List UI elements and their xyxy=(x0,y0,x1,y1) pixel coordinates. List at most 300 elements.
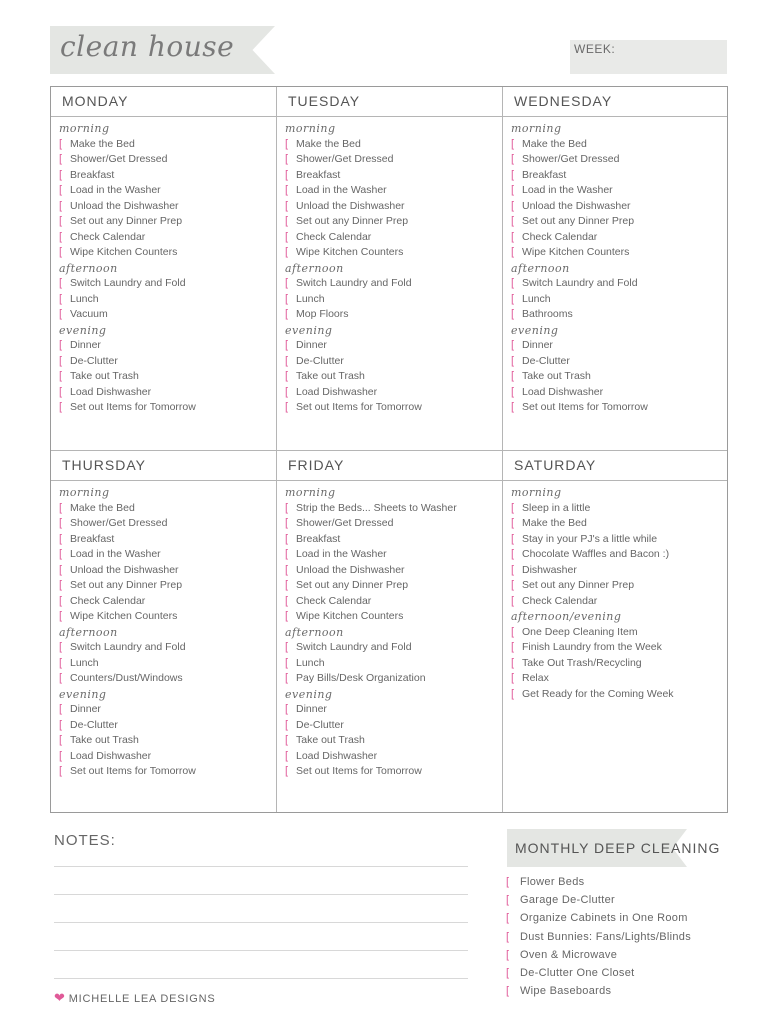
checkbox-bracket-icon[interactable]: [ xyxy=(59,308,63,320)
section-label: morning xyxy=(59,486,110,499)
checkbox-bracket-icon[interactable]: [ xyxy=(59,548,63,560)
checkbox-bracket-icon[interactable]: [ xyxy=(285,354,289,367)
task-item[interactable] xyxy=(59,516,272,532)
monthly-task-item[interactable] xyxy=(506,982,691,1000)
task-item[interactable] xyxy=(59,183,272,199)
checkbox-bracket-icon[interactable]: [ xyxy=(285,401,289,413)
checkbox-bracket-icon[interactable]: [ xyxy=(511,292,515,305)
checkbox-bracket-icon[interactable]: [ xyxy=(59,137,63,150)
task-label: Wipe Kitchen Counters xyxy=(522,246,630,258)
task-label: Lunch xyxy=(70,292,99,305)
checkbox-bracket-icon[interactable]: [ xyxy=(285,184,289,196)
task-item[interactable] xyxy=(285,230,498,246)
task-item[interactable] xyxy=(285,609,498,625)
task-item[interactable] xyxy=(59,578,272,594)
checkbox-bracket-icon[interactable]: [ xyxy=(285,153,289,165)
checkbox-bracket-icon[interactable]: [ xyxy=(285,292,289,305)
task-item[interactable] xyxy=(59,168,272,184)
task-item[interactable] xyxy=(59,609,272,625)
task-item[interactable] xyxy=(511,687,723,703)
checkbox-bracket-icon[interactable]: [ xyxy=(511,308,515,320)
task-item[interactable] xyxy=(285,183,498,199)
checkbox-bracket-icon[interactable]: [ xyxy=(511,672,515,684)
checkbox-bracket-icon[interactable]: [ xyxy=(285,370,289,382)
task-item[interactable] xyxy=(511,292,723,308)
task-label: De-Clutter xyxy=(522,354,570,367)
checkbox-bracket-icon[interactable]: [ xyxy=(59,672,63,684)
checkbox-bracket-icon[interactable]: [ xyxy=(59,354,63,367)
day-cell-saturday xyxy=(503,451,727,812)
task-item[interactable] xyxy=(285,656,498,672)
task-label: Check Calendar xyxy=(522,594,598,607)
checkbox-bracket-icon[interactable]: [ xyxy=(59,339,63,351)
checkbox-bracket-icon[interactable]: [ xyxy=(285,517,289,529)
task-item[interactable] xyxy=(285,199,498,215)
task-item[interactable] xyxy=(59,400,272,416)
checkbox-bracket-icon[interactable]: [ xyxy=(511,153,515,165)
task-item[interactable] xyxy=(285,733,498,749)
task-item[interactable] xyxy=(285,400,498,416)
checkbox-bracket-icon[interactable]: [ xyxy=(59,734,63,746)
day-heading: WEDNESDAY xyxy=(503,87,727,117)
task-label: Load in the Washer xyxy=(70,548,161,560)
task-label: Unload the Dishwasher xyxy=(70,563,179,576)
checkbox-bracket-icon[interactable]: [ xyxy=(285,548,289,560)
task-item[interactable] xyxy=(285,245,498,261)
task-label: Wipe Kitchen Counters xyxy=(296,610,404,622)
task-item[interactable] xyxy=(59,307,272,323)
task-item[interactable] xyxy=(511,137,723,153)
task-item[interactable] xyxy=(511,671,723,687)
checkbox-bracket-icon[interactable]: [ xyxy=(285,501,289,514)
checkbox-bracket-icon[interactable]: [ xyxy=(59,292,63,305)
task-label: Set out Items for Tomorrow xyxy=(296,765,422,777)
task-label: Shower/Get Dressed xyxy=(70,153,168,165)
task-item[interactable] xyxy=(285,578,498,594)
checkbox-bracket-icon[interactable]: [ xyxy=(511,401,515,413)
task-label: Unload the Dishwasher xyxy=(522,199,631,212)
checkbox-bracket-icon[interactable]: [ xyxy=(285,765,289,777)
task-item[interactable] xyxy=(511,516,723,532)
task-item[interactable] xyxy=(511,338,723,354)
checkbox-bracket-icon[interactable]: [ xyxy=(511,641,515,653)
day-task-list xyxy=(59,485,272,780)
day-cell-friday xyxy=(277,451,503,812)
checkbox-bracket-icon[interactable]: [ xyxy=(511,594,515,607)
task-label: Dinner xyxy=(296,703,327,715)
checkbox-bracket-icon[interactable]: [ xyxy=(511,385,515,398)
task-item[interactable] xyxy=(59,764,272,780)
task-label: One Deep Cleaning Item xyxy=(522,625,638,638)
checkbox-bracket-icon[interactable]: [ xyxy=(285,246,289,258)
task-item[interactable] xyxy=(59,292,272,308)
checkbox-bracket-icon[interactable]: [ xyxy=(59,230,63,243)
checkbox-bracket-icon[interactable]: [ xyxy=(285,579,289,591)
task-item[interactable] xyxy=(511,547,723,563)
task-item[interactable] xyxy=(511,640,723,656)
task-item[interactable] xyxy=(285,276,498,292)
task-label: Load Dishwasher xyxy=(522,385,604,398)
day-task-list xyxy=(59,121,272,416)
task-item[interactable] xyxy=(285,718,498,734)
checkbox-bracket-icon[interactable]: [ xyxy=(59,532,63,545)
notes-line[interactable] xyxy=(54,978,468,979)
checkbox-bracket-icon[interactable]: [ xyxy=(59,718,63,731)
task-item[interactable] xyxy=(511,656,723,672)
task-item[interactable] xyxy=(59,733,272,749)
task-item[interactable] xyxy=(59,718,272,734)
checkbox-bracket-icon[interactable]: [ xyxy=(285,656,289,669)
notes-label: NOTES: xyxy=(54,832,116,849)
task-item[interactable] xyxy=(59,245,272,261)
task-item[interactable] xyxy=(511,385,723,401)
task-item[interactable] xyxy=(59,354,272,370)
checkbox-bracket-icon[interactable]: [ xyxy=(59,168,63,181)
task-item[interactable] xyxy=(59,594,272,610)
checkbox-bracket-icon[interactable]: [ xyxy=(59,199,63,212)
checkbox-bracket-icon[interactable]: [ xyxy=(59,401,63,413)
checkbox-bracket-icon[interactable]: [ xyxy=(511,246,515,258)
task-item[interactable] xyxy=(285,749,498,765)
day-task-list xyxy=(511,485,723,702)
section-label: evening xyxy=(59,323,107,337)
task-label: Set out any Dinner Prep xyxy=(70,579,183,591)
task-label: Load Dishwasher xyxy=(296,749,378,762)
task-label: Load Dishwasher xyxy=(296,385,378,398)
task-label: Shower/Get Dressed xyxy=(296,153,394,165)
day-heading: TUESDAY xyxy=(277,87,502,117)
day-task-list xyxy=(285,485,498,780)
checkbox-bracket-icon[interactable]: [ xyxy=(511,656,515,669)
task-label: Breakfast xyxy=(70,168,115,181)
task-label: De-Clutter xyxy=(70,718,118,731)
task-label: Pay Bills/Desk Organization xyxy=(296,672,426,684)
task-item[interactable] xyxy=(285,764,498,780)
task-item[interactable] xyxy=(59,137,272,153)
task-item[interactable] xyxy=(59,640,272,656)
task-label: Take Out Trash/Recycling xyxy=(522,656,642,669)
task-label: Shower/Get Dressed xyxy=(296,517,394,529)
task-label: Make the Bed xyxy=(70,501,135,514)
task-item[interactable] xyxy=(59,749,272,765)
task-item[interactable] xyxy=(285,385,498,401)
task-item[interactable] xyxy=(285,640,498,656)
checkbox-bracket-icon[interactable]: [ xyxy=(511,168,515,181)
task-label: Check Calendar xyxy=(70,594,146,607)
task-label: Switch Laundry and Fold xyxy=(296,277,412,289)
task-item[interactable] xyxy=(285,137,498,153)
task-label: Make the Bed xyxy=(522,517,587,529)
checkbox-bracket-icon[interactable]: [ xyxy=(285,308,289,320)
task-label: Garage De-Clutter xyxy=(520,894,615,907)
task-item[interactable] xyxy=(511,563,723,579)
task-label: Oven & Microwave xyxy=(520,948,618,961)
checkbox-bracket-icon[interactable]: [ xyxy=(511,277,515,289)
task-item[interactable] xyxy=(59,338,272,354)
task-item[interactable] xyxy=(511,276,723,292)
task-item[interactable] xyxy=(285,369,498,385)
notes-line[interactable] xyxy=(54,894,468,895)
task-item[interactable] xyxy=(59,214,272,230)
task-label: Dinner xyxy=(522,339,553,351)
task-item[interactable] xyxy=(511,400,723,416)
task-item[interactable] xyxy=(59,563,272,579)
section-label: morning xyxy=(511,122,562,135)
checkbox-bracket-icon[interactable]: [ xyxy=(59,765,63,777)
checkbox-bracket-icon[interactable]: [ xyxy=(511,230,515,243)
task-label: De-Clutter xyxy=(296,718,344,731)
task-label: Wipe Kitchen Counters xyxy=(70,246,178,258)
checkbox-bracket-icon[interactable]: [ xyxy=(285,199,289,212)
monthly-title: MONTHLY DEEP CLEANING xyxy=(515,840,721,856)
task-item[interactable] xyxy=(511,354,723,370)
task-label: Make the Bed xyxy=(522,137,587,150)
task-label: Dinner xyxy=(70,339,101,351)
checkbox-bracket-icon[interactable]: [ xyxy=(59,501,63,514)
checkbox-bracket-icon[interactable]: [ xyxy=(59,277,63,289)
task-item[interactable] xyxy=(285,214,498,230)
monthly-task-item[interactable] xyxy=(506,909,691,927)
task-label: Set out any Dinner Prep xyxy=(522,579,635,591)
section-label: afternoon xyxy=(511,261,570,275)
checkbox-bracket-icon[interactable]: [ xyxy=(59,385,63,398)
task-label: Dinner xyxy=(70,703,101,715)
checkbox-bracket-icon[interactable]: [ xyxy=(285,749,289,762)
task-item[interactable] xyxy=(511,214,723,230)
checkbox-bracket-icon[interactable]: [ xyxy=(511,339,515,351)
task-label: Breakfast xyxy=(296,532,341,545)
checkbox-bracket-icon[interactable]: [ xyxy=(511,563,515,576)
task-label: Flower Beds xyxy=(520,876,585,888)
task-item[interactable] xyxy=(285,307,498,323)
task-label: Load in the Washer xyxy=(296,548,387,560)
checkbox-bracket-icon[interactable]: [ xyxy=(511,625,515,638)
day-cell-thursday xyxy=(51,451,277,812)
task-item[interactable] xyxy=(511,199,723,215)
checkbox-bracket-icon[interactable]: [ xyxy=(511,687,515,700)
task-item[interactable] xyxy=(285,547,498,563)
task-item[interactable] xyxy=(59,385,272,401)
task-label: Take out Trash xyxy=(296,734,365,746)
checkbox-bracket-icon[interactable]: [ xyxy=(59,703,63,715)
task-item[interactable] xyxy=(59,199,272,215)
task-label: Set out any Dinner Prep xyxy=(296,579,409,591)
task-item[interactable] xyxy=(511,183,723,199)
checkbox-bracket-icon[interactable]: [ xyxy=(511,370,515,382)
task-item[interactable] xyxy=(59,501,272,517)
checkbox-bracket-icon[interactable]: [ xyxy=(511,501,515,514)
checkbox-bracket-icon[interactable]: [ xyxy=(59,370,63,382)
checkbox-bracket-icon[interactable]: [ xyxy=(285,277,289,289)
task-item[interactable] xyxy=(511,532,723,548)
task-item[interactable] xyxy=(59,152,272,168)
checkbox-bracket-icon[interactable]: [ xyxy=(511,579,515,591)
task-item[interactable] xyxy=(285,501,498,517)
task-label: Check Calendar xyxy=(70,230,146,243)
task-item[interactable] xyxy=(285,168,498,184)
day-heading: THURSDAY xyxy=(51,451,276,481)
task-label: Check Calendar xyxy=(296,230,372,243)
footer-brand xyxy=(54,990,216,1006)
checkbox-bracket-icon[interactable]: [ xyxy=(285,563,289,576)
checkbox-bracket-icon[interactable]: [ xyxy=(285,168,289,181)
task-item[interactable] xyxy=(59,230,272,246)
checkbox-bracket-icon[interactable]: [ xyxy=(59,517,63,529)
task-item[interactable] xyxy=(511,152,723,168)
checkbox-bracket-icon[interactable]: [ xyxy=(59,610,63,622)
task-label: Unload the Dishwasher xyxy=(296,563,405,576)
task-label: Load Dishwasher xyxy=(70,749,152,762)
task-item[interactable] xyxy=(59,671,272,687)
checkbox-bracket-icon[interactable]: [ xyxy=(285,703,289,715)
task-label: Set out any Dinner Prep xyxy=(296,215,409,227)
checkbox-bracket-icon[interactable]: [ xyxy=(511,215,515,227)
checkbox-bracket-icon[interactable]: [ xyxy=(506,985,510,998)
checkbox-bracket-icon[interactable]: [ xyxy=(511,184,515,196)
checkbox-bracket-icon[interactable]: [ xyxy=(59,749,63,762)
checkbox-bracket-icon[interactable]: [ xyxy=(285,137,289,150)
checkbox-bracket-icon[interactable]: [ xyxy=(511,532,515,545)
task-label: Check Calendar xyxy=(522,230,598,243)
checkbox-bracket-icon[interactable]: [ xyxy=(59,641,63,653)
task-label: Dishwasher xyxy=(522,563,577,576)
task-label: Strip the Beds... Sheets to Washer xyxy=(296,501,457,514)
checkbox-bracket-icon[interactable]: [ xyxy=(285,532,289,545)
checkbox-bracket-icon[interactable]: [ xyxy=(59,563,63,576)
checkbox-bracket-icon[interactable]: [ xyxy=(285,339,289,351)
checkbox-bracket-icon[interactable]: [ xyxy=(59,246,63,258)
task-label: Shower/Get Dressed xyxy=(70,517,168,529)
task-item[interactable] xyxy=(285,152,498,168)
task-label: Switch Laundry and Fold xyxy=(522,277,638,289)
section-label: afternoon xyxy=(59,261,118,275)
task-label: Lunch xyxy=(296,292,325,305)
task-label: Breakfast xyxy=(70,532,115,545)
task-item[interactable] xyxy=(59,532,272,548)
checkbox-bracket-icon[interactable]: [ xyxy=(59,656,63,669)
task-label: De-Clutter xyxy=(70,354,118,367)
checkbox-bracket-icon[interactable]: [ xyxy=(59,594,63,607)
task-item[interactable] xyxy=(511,168,723,184)
task-label: Unload the Dishwasher xyxy=(296,199,405,212)
task-label: Lunch xyxy=(296,656,325,669)
task-item[interactable] xyxy=(511,245,723,261)
task-item[interactable] xyxy=(511,369,723,385)
week-label: WEEK: xyxy=(574,42,616,56)
task-label: Get Ready for the Coming Week xyxy=(522,687,674,700)
task-item[interactable] xyxy=(285,532,498,548)
checkbox-bracket-icon[interactable]: [ xyxy=(506,930,510,943)
task-label: Relax xyxy=(522,672,549,684)
task-label: Vacuum xyxy=(70,308,108,320)
task-item[interactable] xyxy=(59,369,272,385)
task-item[interactable] xyxy=(285,671,498,687)
checkbox-bracket-icon[interactable]: [ xyxy=(506,966,510,979)
monthly-task-item[interactable] xyxy=(506,873,691,891)
checkbox-bracket-icon[interactable]: [ xyxy=(285,641,289,653)
checkbox-bracket-icon[interactable]: [ xyxy=(59,153,63,165)
checkbox-bracket-icon[interactable]: [ xyxy=(59,579,63,591)
checkbox-bracket-icon[interactable]: [ xyxy=(511,548,515,560)
checkbox-bracket-icon[interactable]: [ xyxy=(506,894,510,907)
checkbox-bracket-icon[interactable]: [ xyxy=(511,354,515,367)
checkbox-bracket-icon[interactable]: [ xyxy=(506,948,510,961)
day-task-list xyxy=(285,121,498,416)
task-item[interactable] xyxy=(511,230,723,246)
task-item[interactable] xyxy=(285,702,498,718)
task-item[interactable] xyxy=(511,625,723,641)
notes-line[interactable] xyxy=(54,866,468,867)
checkbox-bracket-icon[interactable]: [ xyxy=(511,137,515,150)
task-item[interactable] xyxy=(511,594,723,610)
task-label: Chocolate Waffles and Bacon :) xyxy=(522,548,670,560)
task-item[interactable] xyxy=(511,578,723,594)
task-label: Check Calendar xyxy=(296,594,372,607)
task-item[interactable] xyxy=(59,276,272,292)
heart-icon: ❤ xyxy=(54,990,66,1005)
day-cell-monday xyxy=(51,87,277,451)
task-label: Switch Laundry and Fold xyxy=(296,641,412,653)
checkbox-bracket-icon[interactable]: [ xyxy=(59,215,63,227)
checkbox-bracket-icon[interactable]: [ xyxy=(511,517,515,529)
task-item[interactable] xyxy=(59,656,272,672)
checkbox-bracket-icon[interactable]: [ xyxy=(506,912,510,925)
weekly-grid xyxy=(50,86,728,813)
task-label: Set out Items for Tomorrow xyxy=(296,401,422,413)
task-label: Switch Laundry and Fold xyxy=(70,641,186,653)
task-label: De-Clutter xyxy=(296,354,344,367)
checkbox-bracket-icon[interactable]: [ xyxy=(506,876,510,888)
task-label: Set out Items for Tomorrow xyxy=(70,401,196,413)
checkbox-bracket-icon[interactable]: [ xyxy=(285,385,289,398)
checkbox-bracket-icon[interactable]: [ xyxy=(285,215,289,227)
task-label: Sleep in a little xyxy=(522,501,591,514)
notes-line[interactable] xyxy=(54,950,468,951)
checkbox-bracket-icon[interactable]: [ xyxy=(285,718,289,731)
task-item[interactable] xyxy=(511,307,723,323)
task-item[interactable] xyxy=(285,354,498,370)
task-label: Mop Floors xyxy=(296,308,349,320)
task-item[interactable] xyxy=(59,702,272,718)
task-item[interactable] xyxy=(285,516,498,532)
monthly-task-item[interactable] xyxy=(506,891,691,909)
task-label: Breakfast xyxy=(296,168,341,181)
monthly-task-item[interactable] xyxy=(506,946,691,964)
task-item[interactable] xyxy=(285,563,498,579)
task-item[interactable] xyxy=(511,501,723,517)
day-heading: FRIDAY xyxy=(277,451,502,481)
checkbox-bracket-icon[interactable]: [ xyxy=(511,199,515,212)
section-label: morning xyxy=(511,486,562,499)
checkbox-bracket-icon[interactable]: [ xyxy=(285,594,289,607)
checkbox-bracket-icon[interactable]: [ xyxy=(59,184,63,196)
checkbox-bracket-icon[interactable]: [ xyxy=(285,610,289,622)
monthly-task-item[interactable] xyxy=(506,964,691,982)
task-item[interactable] xyxy=(59,547,272,563)
task-label: Unload the Dishwasher xyxy=(70,199,179,212)
notes-line[interactable] xyxy=(54,922,468,923)
checkbox-bracket-icon[interactable]: [ xyxy=(285,230,289,243)
section-label: afternoon xyxy=(285,261,344,275)
task-label: Load in the Washer xyxy=(296,184,387,196)
checkbox-bracket-icon[interactable]: [ xyxy=(285,672,289,684)
task-item[interactable] xyxy=(285,338,498,354)
day-heading: SATURDAY xyxy=(503,451,727,481)
task-item[interactable] xyxy=(285,292,498,308)
checkbox-bracket-icon[interactable]: [ xyxy=(285,734,289,746)
task-item[interactable] xyxy=(285,594,498,610)
monthly-task-item[interactable] xyxy=(506,928,691,946)
